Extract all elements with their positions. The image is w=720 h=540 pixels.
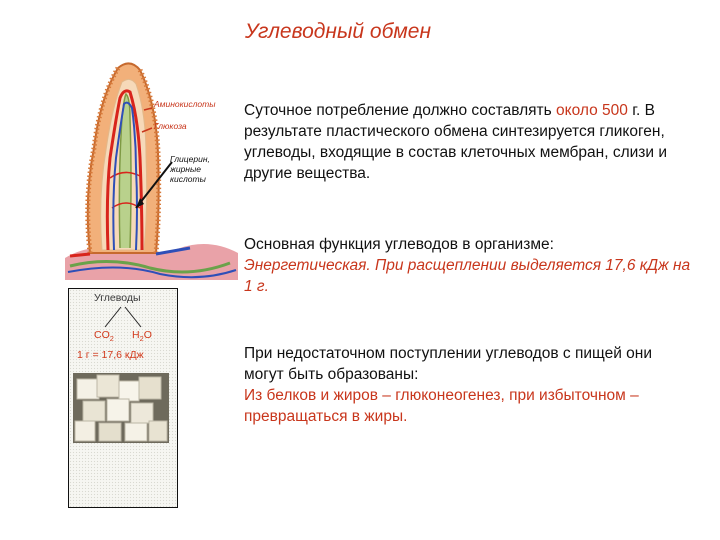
split-arrows <box>69 303 177 343</box>
h2o-label: $H_2O$ <box>132 329 152 344</box>
paragraph3-intro: При недостаточном поступлении углеводов с пищей они могут быть образованы: <box>244 345 653 383</box>
card-heading: Углеводы <box>94 292 141 304</box>
amino-acids-label: Аминокислоты <box>154 99 216 109</box>
glycerol-label-1: Глицерин, <box>170 154 210 164</box>
paragraph1-highlight: около 500 <box>556 102 628 119</box>
paragraph-gluconeogenesis <box>244 343 694 427</box>
co2-label: $CO_2$ <box>94 329 114 344</box>
page-title: Углеводный обмен <box>245 20 432 43</box>
paragraph-daily-intake <box>244 100 694 184</box>
paragraph1-text-1: Суточное потребление должно составлять <box>244 102 557 119</box>
carbohydrates-card <box>68 288 178 508</box>
energy-label: 1 г = 17,6 кДж <box>77 349 144 361</box>
glycerol-label-3: кислоты <box>170 174 206 184</box>
villus-illustration <box>60 58 240 280</box>
paragraph-main-function <box>244 234 694 297</box>
paragraph2-highlight: Энергетическая. При расщеплении выделяется 17,6 кДж на 1 г. <box>244 257 691 295</box>
paragraph3-highlight: Из белков и жиров – глюконеогенез, при избыточном – превращаться в жиры. <box>244 387 639 425</box>
paragraph1-text-2: г. В результате пластического обмена синтезируется гликоген, углеводы, входящие в состав клеточных мембран, слизи и другие вещества. <box>244 102 668 182</box>
glycerol-label-2: жирные <box>170 164 201 174</box>
paragraph2-intro: Основная функция углеводов в организме: <box>244 236 554 253</box>
sugar-cubes-image <box>73 373 169 443</box>
glucose-label: Глюкоза <box>154 121 187 131</box>
villus-drawing <box>60 58 240 280</box>
